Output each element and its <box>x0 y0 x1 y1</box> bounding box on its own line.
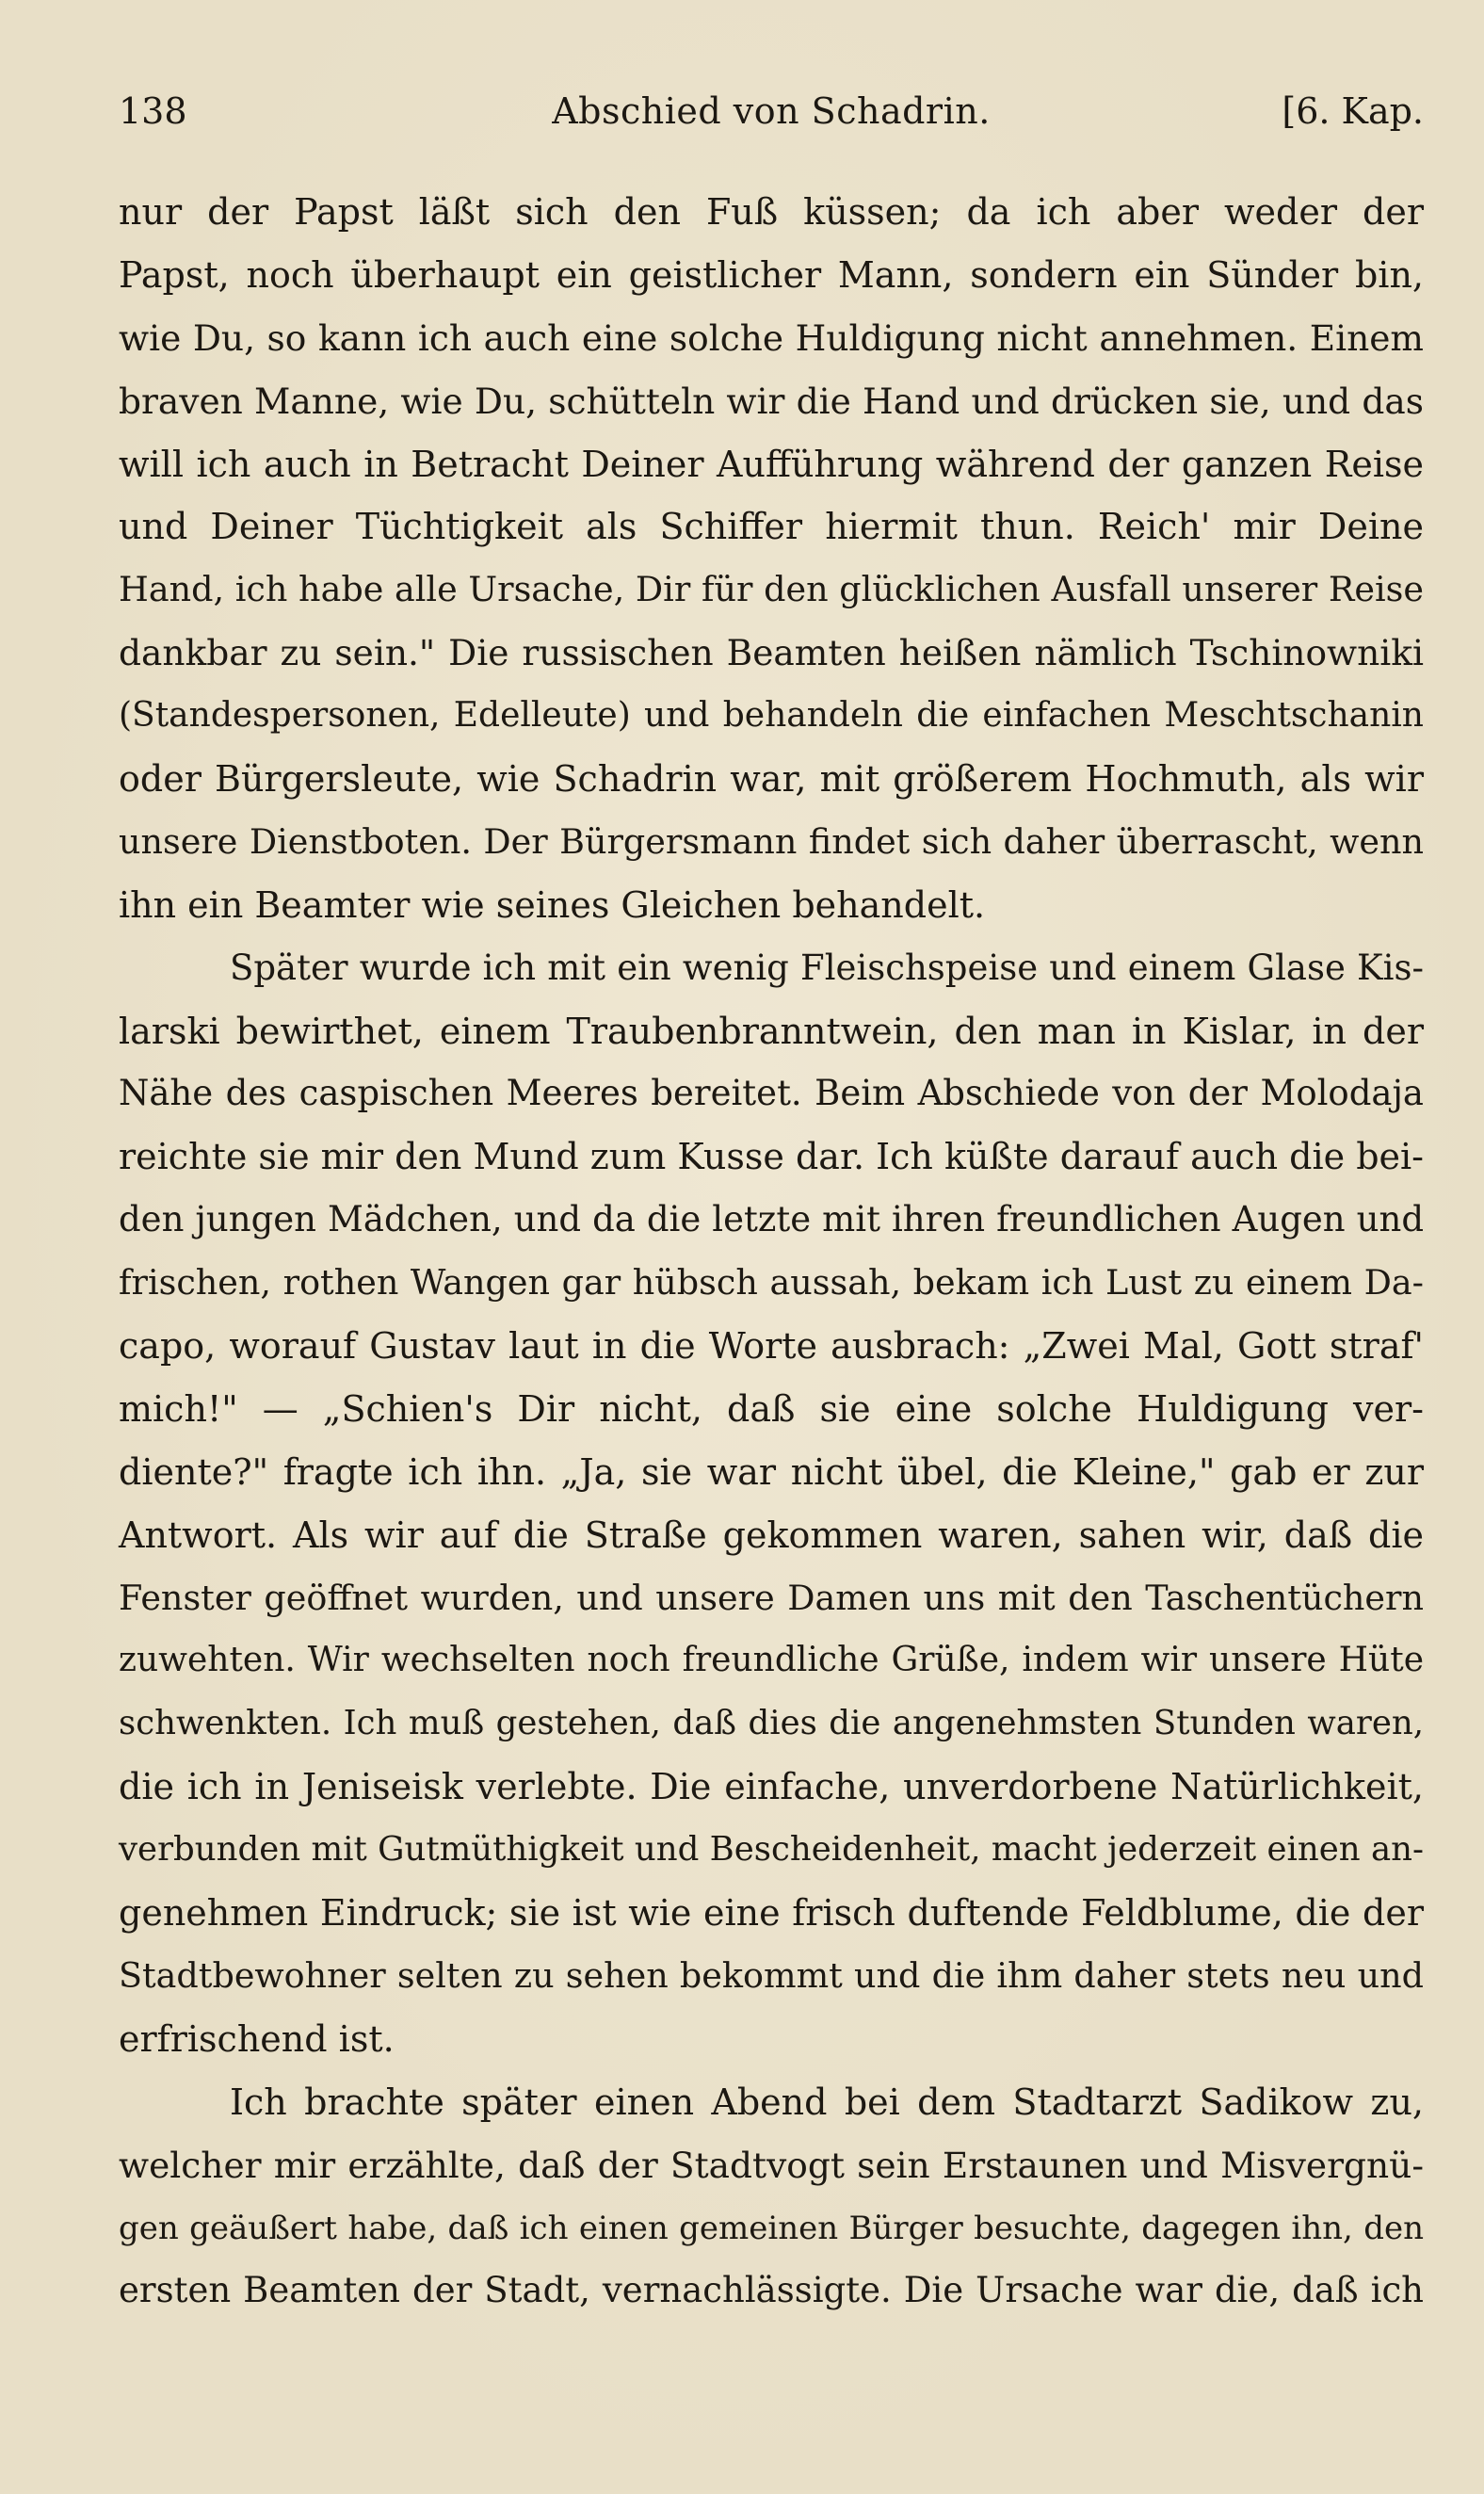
text-line: oder Bürgersleute, wie Schadrin war, mit größerem Hochmuth, als wir <box>119 758 1424 801</box>
text-line: den jungen Mädchen, und da die letzte mit ihren freundlichen Augen und <box>119 1199 1424 1240</box>
chapter-marker: [6. Kap. <box>1282 90 1424 132</box>
text-line: genehmen Eindruck; sie ist wie eine frisch duftende Feldblume, die der <box>119 1892 1424 1935</box>
text-line: ihn ein Beamter wie seines Gleichen behandelt. <box>119 883 986 926</box>
page-number: 138 <box>119 90 187 132</box>
text-line: Papst, noch überhaupt ein geistlicher Mann, sondern ein Sünder bin, <box>119 253 1424 296</box>
body-text <box>119 181 1424 2323</box>
text-line: braven Manne, wie Du, schütteln wir die Hand und drücken sie, und das <box>119 380 1424 422</box>
text-line: reichte sie mir den Mund zum Kusse dar. Ich küßte darauf auch die bei- <box>119 1136 1424 1178</box>
text-line: capo, worauf Gustav laut in die Worte ausbrach: „Zwei Mal, Gott straf' <box>119 1325 1424 1368</box>
text-line: schwenkten. Ich muß gestehen, daß dies die angenehmsten Stunden waren, <box>119 1704 1424 1743</box>
text-line: welcher mir erzählte, daß der Stadtvogt sein Erstaunen und Misvergnü- <box>119 2144 1424 2186</box>
text-line: frischen, rothen Wangen gar hübsch aussah, bekam ich Lust zu einem Da- <box>119 1262 1424 1304</box>
text-line: nur der Papst läßt sich den Fuß küssen; da ich aber weder der <box>119 191 1424 233</box>
page-header <box>119 83 1424 139</box>
text-line: Nähe des caspischen Meeres bereitet. Beim Abschiede von der Molodaja <box>119 1073 1424 1114</box>
text-line: verbunden mit Gutmüthigkeit und Bescheidenheit, macht jederzeit einen an- <box>119 1830 1424 1870</box>
text-line: die ich in Jeniseisk verlebte. Die einfache, unverdorbene Natürlichkeit, <box>119 1766 1424 1808</box>
text-line: Später wurde ich mit ein wenig Fleischspeise und einem Glase Kis- <box>230 947 1424 988</box>
text-line: wie Du, so kann ich auch eine solche Huldigung nicht annehmen. Einem <box>119 316 1424 359</box>
text-line: unsere Dienstboten. Der Bürgersmann findet sich daher überrascht, wenn <box>119 820 1424 862</box>
text-line: (Standespersonen, Edelleute) und behandeln die einfachen Meschtschanin <box>119 696 1424 736</box>
text-line: mich!" — „Schien's Dir nicht, daß sie eine solche Huldigung ver- <box>119 1387 1424 1430</box>
text-line: Fenster geöffnet wurden, und unsere Damen uns mit den Taschentüchern <box>119 1577 1424 1618</box>
text-line: erfrischend ist. <box>119 2017 395 2060</box>
text-line: diente?" fragte ich ihn. „Ja, sie war nicht übel, die Kleine," gab er zur <box>119 1450 1424 1493</box>
text-line: Stadtbewohner selten zu sehen bekommt und die ihm daher stets neu und <box>119 1954 1424 1996</box>
text-line: Ich brachte später einen Abend bei dem Stadtarzt Sadikow zu, <box>230 2081 1424 2123</box>
text-line: dankbar zu sein." Die russischen Beamten heißen nämlich Tschinowniki <box>119 632 1424 674</box>
text-line: Antwort. Als wir auf die Straße gekommen waren, sahen wir, daß die <box>119 1514 1424 1556</box>
text-line: und Deiner Tüchtigkeit als Schiffer hiermit thun. Reich' mir Deine <box>119 506 1424 548</box>
text-line: ersten Beamten der Stadt, vernachlässigte. Die Ursache war die, daß ich <box>119 2270 1424 2311</box>
text-line: zuwehten. Wir wechselten noch freundliche Grüße, indem wir unsere Hüte <box>119 1641 1424 1680</box>
text-line: Hand, ich habe alle Ursache, Dir für den glücklichen Ausfall unserer Reise <box>119 569 1424 610</box>
running-title: Abschied von Schadrin. <box>552 90 991 132</box>
text-line: larski bewirthet, einem Traubenbranntwein, den man in Kislar, in der <box>119 1010 1424 1052</box>
text-line: gen geäußert habe, daß ich einen gemeinen Bürger besuchte, dagegen ihn, den <box>119 2209 1424 2247</box>
text-line: will ich auch in Betracht Deiner Aufführung während der ganzen Reise <box>119 443 1424 485</box>
